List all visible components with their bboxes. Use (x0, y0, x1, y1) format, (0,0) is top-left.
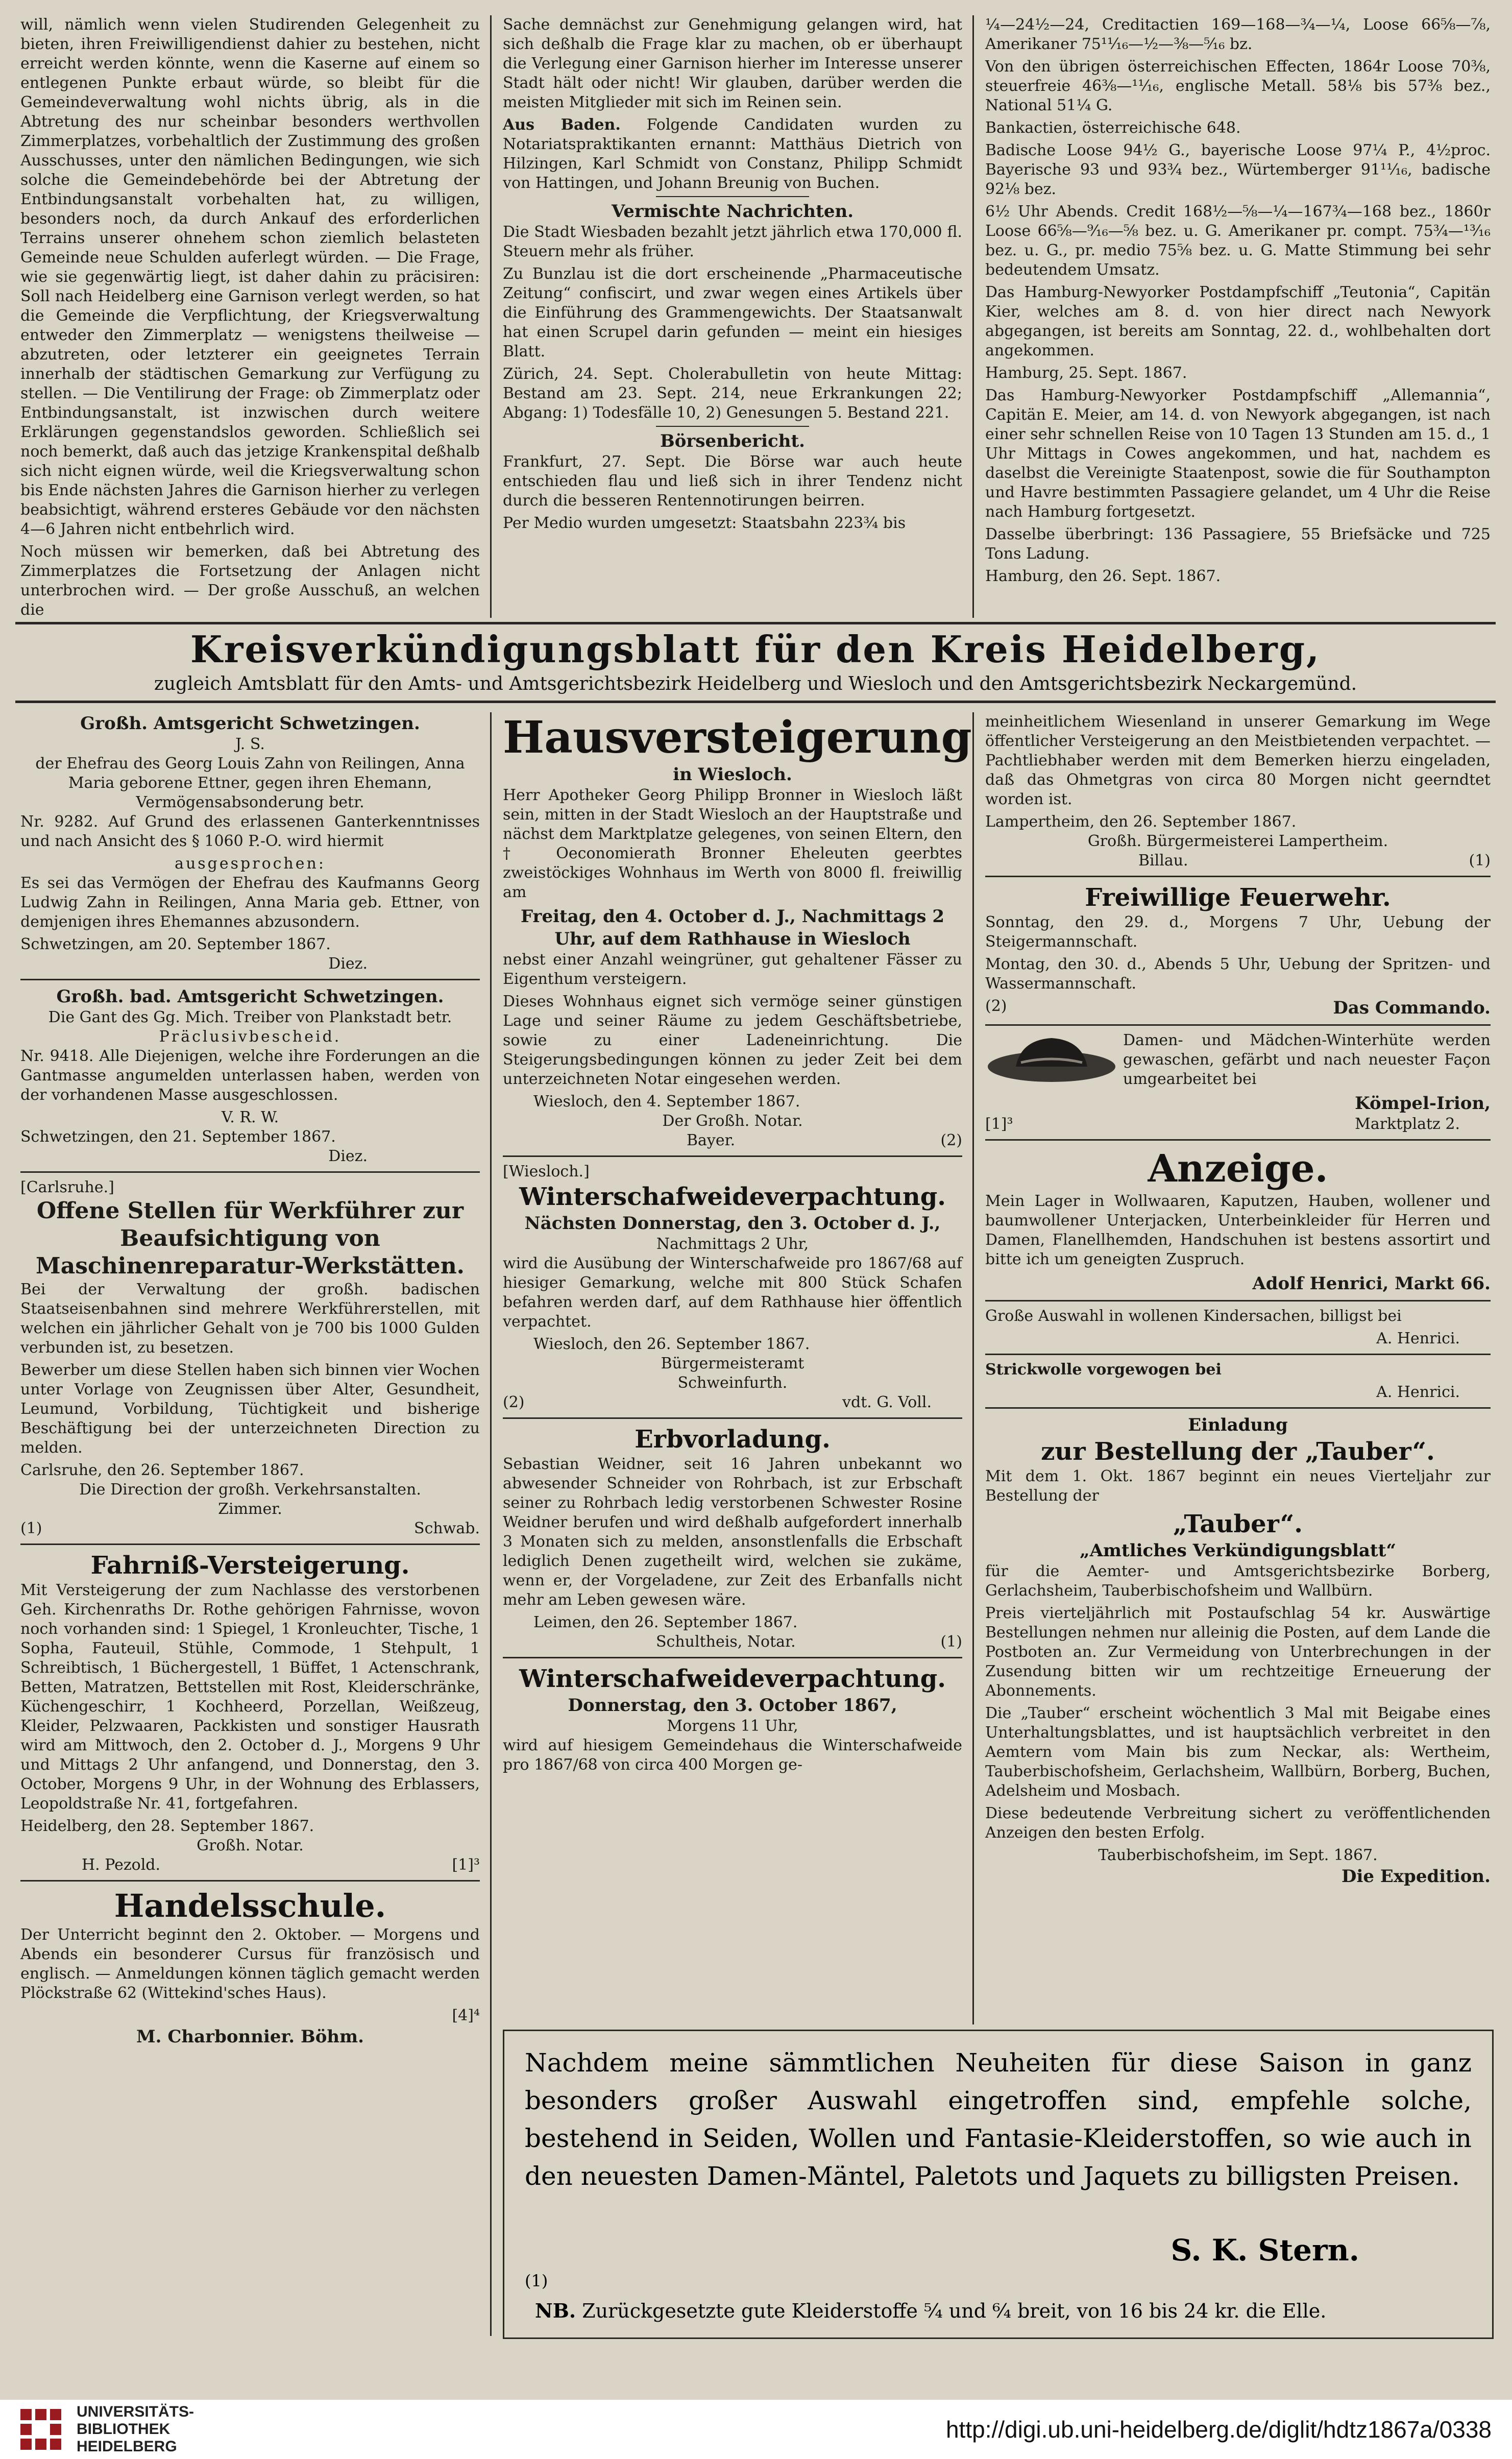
ad-place: [Carlsruhe.] (20, 1178, 114, 1196)
ad-text: J. S. (235, 735, 265, 753)
ad-text: Es sei das Vermögen der Ehefrau des Kaufmanns Georg Ludwig Zahn in Reilingen, Anna Maria geb. Ettner, von demjenigen ihres Ehemannes abzusondern. (20, 874, 480, 931)
ad-signature: Adolf Henrici, Markt 66. (1252, 1273, 1491, 1294)
ad-time: Morgens 11 Uhr, (667, 1717, 798, 1735)
logo-line: BIBLIOTHEK (77, 2421, 170, 2438)
ad-date: Heidelberg, den 28. September 1867. (20, 1817, 314, 1835)
ad-text: wird auf hiesigem Gemeindehaus die Winterschafweide pro 1867/68 von circa 400 Morgen ge- (503, 1737, 962, 1774)
bottom-ad-text: Nachdem meine sämmtlichen Neuheiten für diese Saison in ganz besonders großer Auswahl eingetroffen sind, empfehle solche, bestehend in Seiden, Wollen und Fantasie-Kleiderstoffen, so wie auch in den neuesten Damen-Mäntel, Paletots und Jaquets zu billigsten Preisen. (525, 2048, 1472, 2191)
ad-text: für die Aemter- und Amtsgerichtsbezirke Borberg, Gerlachsheim, Tauberbischofsheim und Wallbürn. (985, 1562, 1491, 1600)
ad-number: [1]³ (985, 1115, 1013, 1133)
ad-date: Lampertheim, den 26. September 1867. (985, 813, 1297, 831)
hat-illustration (985, 1031, 1118, 1092)
ad-text: Mit dem 1. Okt. 1867 beginnt ein neues Vierteljahr zur Bestellung der (985, 1467, 1491, 1505)
ad-signature: vdt. G. Voll. (842, 1393, 932, 1411)
logo-line: HEIDELBERG (77, 2438, 177, 2455)
article-paragraph: Badische Loose 94½ G., bayerische Loose 97¼ P., 4½proc. Bayerische 93 und 93¾ bez., Würtemberger 91¹¹⁄₁₆, badische 92⅛ bez. (985, 141, 1491, 198)
ad-signature: Kömpel-Irion, (1355, 1093, 1491, 1114)
ad-text: Sonntag, den 29. d., Morgens 7 Uhr, Uebung der Steigermannschaft. (985, 913, 1491, 951)
permalink-url[interactable]: http://digi.ub.uni-heidelberg.de/diglit/hdtz1867a/0338 (945, 2416, 1492, 2443)
ad-text: Nr. 9282. Auf Grund des erlassenen Ganterkenntnisses und nach Ansicht des § 1060 P.-O. wird hiermit (20, 813, 480, 850)
ad-text: Nr. 9418. Alle Diejenigen, welche ihre Forderungen an die Gantmasse angumelden unterlassen haben, werden von der vorhandenen Masse ausgeschlossen. (20, 1047, 480, 1104)
ad-heading: Einladung (1188, 1415, 1288, 1435)
bottom-ad-nb-text: Zurückgesetzte gute Kleiderstoffe ⁵⁄₄ und ⁶⁄₄ breit, von 16 bis 24 kr. die Elle. (582, 2300, 1327, 2322)
ad-text: Strickwolle vorgewogen bei (985, 1361, 1222, 1379)
masthead-subtitle: zugleich Amtsblatt für den Amts- und Amtsgerichtsbezirk Heidelberg und Wiesloch und den Amtsgerichtsbezirk Neckargemünd. (154, 673, 1357, 694)
ad-number: (2) (940, 1131, 962, 1149)
ads-right-column (985, 712, 1491, 1888)
ad-signature: Bürgermeisteramt (661, 1355, 804, 1372)
ad-date: Wiesloch, den 26. September 1867. (533, 1335, 810, 1353)
ad-signature: M. Charbonnier. Böhm. (136, 2027, 364, 2047)
ad-heading: Offene Stellen für Werkführer zur Beaufsichtigung von Maschinenreparatur-Werkstätten. (36, 1198, 465, 1279)
ad-signature: Schweinfurth. (677, 1374, 788, 1392)
ad-signature: A. Henrici. (1376, 1383, 1460, 1401)
ads-middle-column (503, 712, 972, 1778)
ad-date: Schwetzingen, den 21. September 1867. (20, 1128, 336, 1146)
ad-signature: Das Commando. (1333, 998, 1491, 1018)
ad-number: (2) (503, 1393, 525, 1411)
ad-signature: A. Henrici. (1376, 1330, 1460, 1347)
article-paragraph: Bankactien, österreichische 648. (985, 119, 1241, 137)
ad-number: (1) (20, 1520, 42, 1537)
ad-heading: Erbvorladung. (635, 1425, 831, 1454)
ad-place: [Wiesloch.] (503, 1163, 590, 1180)
ad-signature: Schwab. (414, 1520, 480, 1537)
ad-subheading: in Wiesloch. (673, 764, 792, 785)
ad-text: Sebastian Weidner, seit 16 Jahren unbekannt wo abwesender Schneider von Rohrbach, ist zur Erbschaft seiner zu Rohrbach ledig verstorbenen Schwester Rosine Weidner berufen und wird deßhalb aufgefordert innerhalb 3 Monaten sich zu melden, ansonstlenfalls die Erbschaft lediglich Denen zugetheilt wird, welchen sie zukäme, wenn er, der Vorgeladene, zur Zeit des Erbanfalls nicht mehr am Leben gewesen wäre. (503, 1455, 962, 1609)
article-paragraph: 6½ Uhr Abends. Credit 168½—⅝—¼—167¾—168 bez., 1860r Loose 66⅝—⁹⁄₁₆—⅝ bez. u. G. Amerikaner pr. compt. 75¾—¹³⁄₁₆ bez. u. G., pr. medio 75⅝ bez. u. G. Matte Stimmung bei sehr bedeutendem Umsatz. (985, 203, 1491, 279)
viewer-footer (0, 2400, 1512, 2459)
ad-number: (1) (1469, 852, 1491, 870)
ad-date: Freitag, den 4. October d. J., Nachmittags 2 Uhr, auf dem Rathhause in Wiesloch (520, 906, 944, 949)
ad-text: Bewerber um diese Stellen haben sich binnen vier Wochen unter Vorlage von Zeugnissen über Alter, Gesundheit, Leumund, Vorbildung, Tüchtigkeit und bisherige Beschäftigung bei der unterzeichneten Direction zu melden. (20, 1361, 480, 1457)
column-rule (490, 712, 492, 2336)
ads-left-column (20, 712, 480, 2048)
ad-date: Leimen, den 26. September 1867. (533, 1613, 798, 1631)
ad-text: Mein Lager in Wollwaaren, Kaputzen, Hauben, wollener und baumwollener Unterjacken, Unterbeinkleider für Herren und Damen, Flanellhemden, Handschuhen ist bestens assortirt und bitte ich um geneigten Zuspruch. (985, 1192, 1491, 1268)
section-heading: Vermischte Nachrichten. (611, 201, 854, 222)
bottom-ad-number: (1) (525, 2271, 548, 2291)
ad-signature: Der Großh. Notar. (662, 1112, 803, 1130)
library-logo[interactable] (20, 2403, 194, 2455)
ad-heading: Anzeige. (1148, 1147, 1328, 1191)
article-paragraph: Die Stadt Wiesbaden bezahlt jetzt jährlich etwa 170,000 fl. Steuern mehr als früher. (503, 223, 962, 260)
ad-subheading: „Tauber“. (1173, 1510, 1303, 1538)
ad-date: Carlsruhe, den 26. September 1867. (20, 1461, 304, 1479)
column-rule (490, 15, 492, 618)
ad-signature: Die Expedition. (1341, 1866, 1491, 1887)
ad-text: Montag, den 30. d., Abends 5 Uhr, Uebung der Spritzen- und Wassermannschaft. (985, 955, 1491, 993)
ad-signature: Billau. (1138, 852, 1188, 870)
ad-text: Die „Tauber“ erscheint wöchentlich 3 Mal mit Beigabe eines Unterhaltungsblattes, und ist hauptsächlich verbreitet in den Aemtern vom Main bis zum Neckar, als: Wertheim, Tauberbischofsheim, Gerlachsheim, Wallbürn, Borberg, Buchen, Adelsheim und Mosbach. (985, 1704, 1491, 1800)
ad-text: V. R. W. (221, 1108, 279, 1126)
ad-text: Die Gant des Gg. Mich. Treiber von Plankstadt betr. (48, 1008, 452, 1026)
bottom-ad-name: S. K. Stern. (1170, 2233, 1359, 2268)
ad-text: Präclusivbescheid. (159, 1028, 342, 1046)
ad-address: Marktplatz 2. (1355, 1115, 1460, 1133)
article-paragraph: Frankfurt, 27. Sept. Die Börse war auch heute entschieden flau und ließ sich in ihrer Tendenz nicht durch die besseren Rentennotirungen beirren. (503, 453, 962, 510)
article-paragraph: Hamburg, den 26. Sept. 1867. (985, 567, 1221, 585)
logo-line: UNIVERSITÄTS- (77, 2403, 194, 2420)
ad-time: Nachmittags 2 Uhr, (656, 1235, 809, 1253)
ad-number: (1) (940, 1633, 962, 1651)
ad-number: (2) (985, 997, 1007, 1015)
ad-heading: Großh. Amtsgericht Schwetzingen. (80, 713, 420, 734)
article-paragraph: Von den übrigen österreichischen Effecten, 1864r Loose 70⅜, steuerfreie 46⅜—¹¹⁄₁₆, englische Metall. 58⅛ bis 57⅜ bez., National 51¼ G. (985, 58, 1491, 114)
masthead-rule-bottom (15, 701, 1496, 703)
top-left-column (20, 15, 480, 623)
article-paragraph: Noch müssen wir bemerken, daß bei Abtretung des Zimmerplatzes die Fortsetzung der Anlagen nicht unterbrochen wird. — Der große Ausschuß, an welchen die (20, 543, 480, 619)
ad-text: Der Unterricht beginnt den 2. Oktober. — Morgens und Abends ein besonderer Cursus für französisch und englisch. — Anmeldungen können täglich gemacht werden Plöckstraße 62 (Wittekind'sches Haus). (20, 1926, 480, 2002)
ad-text: der Ehefrau des Georg Louis Zahn von Reilingen, Anna Maria geborene Ettner, gegen ihren Ehemann, Vermögensabsonderung betr. (35, 755, 465, 811)
ad-text: Mit Versteigerung der zum Nachlasse des verstorbenen Geh. Kirchenraths Dr. Rothe gehörigen Fahrnisse, wovon noch vorhanden sind: 1 Spiegel, 1 Kronleuchter, Tische, 1 Sopha, Fauteuil, Stühle, Commode, 1 Stehpult, 1 Schreibtisch, 1 Büchergestell, 1 Büffet, 1 Actenschrank, Betten, Matratzen, Bettstellen mit Rost, Kleiderschränke, Küchengeschirr, 1 Kochheerd, Porzellan, Weißzeug, Kleider, Pelzwaaren, Packkisten und sonstiger Hausrath wird am Mittwoch, den 2. October d. J., Morgens 9 Uhr und Mittags 2 Uhr anfangend, und Donnerstag, den 3. October, Morgens 9 Uhr, in der Wohnung des Erblassers, Leopoldstraße Nr. 41, fortgefahren. (20, 1581, 480, 1813)
ad-text: Damen- und Mädchen-Winterhüte werden gewaschen, gefärbt und nach neuester Façon umgearbeitet bei (1123, 1031, 1491, 1088)
ad-text: wird die Ausübung der Winterschafweide pro 1867/68 auf hiesiger Gemarkung, welche mit 800 Stück Schafen befahren werden darf, auf dem Rathhause hier öffentlich verpachtet. (503, 1255, 962, 1331)
ad-text: Diese bedeutende Verbreitung sichert zu veröffentlichenden Anzeigen den besten Erfolg. (985, 1804, 1491, 1842)
ad-heading: Winterschafweideverpachtung. (519, 1665, 946, 1693)
article-text: Folgende Candidaten wurden zu Notariatspraktikanten ernannt: Matthäus Dietrich von Hilzingen, Karl Schmidt von Constanz, Philipp Schmidt von Hattingen, und Johann Breunig von Buchen. (503, 116, 962, 192)
ad-heading: Winterschafweideverpachtung. (519, 1183, 946, 1211)
ad-date: Nächsten Donnerstag, den 3. October d. J., (524, 1213, 941, 1234)
ad-heading: Fahrniß-Versteigerung. (90, 1551, 410, 1580)
top-right-column (985, 15, 1491, 589)
top-middle-column (503, 15, 962, 536)
ad-text: meinheitlichem Wiesenland in unserer Gemarkung im Wege öffentlicher Versteigerung an den Meistbietenden verpachtet. — Pachtliebhaber werden mit dem Bemerken hierzu eingeladen, daß das Ohmetgras von circa 80 Morgen nicht geerndtet worden ist. (985, 713, 1491, 808)
ad-date: Tauberbischofsheim, im Sept. 1867. (1098, 1846, 1378, 1864)
ad-signature: Schultheis, Notar. (656, 1633, 796, 1651)
section-heading: Börsenbericht. (660, 431, 806, 451)
ad-subheading: „Amtliches Verkündigungsblatt“ (1080, 1540, 1396, 1561)
ad-text: Große Auswahl in wollenen Kindersachen, billigst bei (985, 1307, 1402, 1325)
article-paragraph: Sache demnächst zur Genehmigung gelangen wird, hat sich deßhalb die Frage klar zu machen, ob er überhaupt die Verlegung einer Garnison hierher im Interesse unserer Stadt hält oder nicht! Wir glauben, darüber werden die meisten Mitglieder mit sich im Reinen sein. (503, 16, 962, 111)
article-paragraph: ¼—24½—24, Creditactien 169—168—¾—¼, Loose 66⅝—⅞, Amerikaner 75¹¹⁄₁₆—½—⅜—⁵⁄₁₆ bz. (985, 16, 1491, 53)
ad-signature: Diez. (328, 955, 368, 973)
article-paragraph: will, nämlich wenn vielen Studirenden Gelegenheit zu bieten, ihren Freiwilligendienst dahier zu bestehen, nicht erreicht werden könnte, wenn die Kaserne auf einem so entlegenen Punkte erbaut würde, so bleibt für die Gemeindeverwaltung wohl nichts übrig, als in die Abtretung des nur scheinbar besonders werthvollen Zimmerplatzes, vorbehaltlich der Zustimmung des großen Ausschusses, unter den nämlichen Bedingungen, wie sich solche die Gemeindebehörde bei der Abtretung der Entbindungsanstalt vorbehalten hat, zu willigen, besonders noch, da durch Ankauf des erforderlichen Terrains unserer ohnehem schon ziemlich belasteten Gemeinde neue Schulden auferlegt würden. — Die Frage, wie sie gegenwärtig liegt, ist daher dahin zu präcisiren: Soll nach Heidelberg eine Garnison verlegt werden, so hat die Gemeinde die Verpflichtung, der Kriegsverwaltung entweder den Zimmerplatz — wenigstens theilweise — abzutreten, oder letzterer ein geeignetes Terrain innerhalb der städtischen Gemarkung zur Verfügung zu stellen. — Die Ventilirung der Frage: ob Zimmerplatz oder Entbindungsanstalt, ist inzwischen durch weitere Erklärungen gegenstandslos geworden. Schließlich sei noch bemerkt, daß auch das jetzige Krankenspital deßhalb sich nicht eignen würde, weil die Kriegsverwaltung schon bis Ende nächsten Jahres die Garnison hierher zu verlegen beabsichtigt, während ersteres Gebäude vor den nächsten 4—6 Jahren nicht entbehrlich wird. (20, 16, 480, 538)
column-rule (972, 712, 974, 2024)
article-paragraph: Das Hamburg-Newyorker Postdampfschiff „Teutonia“, Capitän Kier, welches am 8. d. von hier direct nach Newyork abgegangen, ist bereits am Sonntag, 22. d., wohlbehalten dort angekommen. (985, 283, 1491, 359)
bottom-ad-box (503, 2030, 1494, 2339)
ad-text: Herr Apotheker Georg Philipp Bronner in Wiesloch läßt sein, mitten in der Stadt Wiesloch an der Hauptstraße und nächst dem Marktplatze gelegenes, von seinen Eltern, den † Oeconomierath Bronner Eheleuten geerbtes zweistöckiges Wohnhaus im Werth von 8000 fl. freiwillig am (503, 786, 962, 901)
ad-text: nebst einer Anzahl weingrüner, gut gehaltener Fässer zu Eigenthum versteigern. (503, 951, 962, 988)
ad-text: Preis vierteljährlich mit Postaufschlag 54 kr. Auswärtige Bestellungen nehmen nur alleinig die Posten, auf dem Lande die Postboten an. Zur Vermeidung von Unterbrechungen in der Zusendung bitten wir um rechtzeitige Erneuerung der Abonnements. (985, 1604, 1491, 1700)
ad-heading: Großh. bad. Amtsgericht Schwetzingen. (56, 986, 444, 1007)
article-paragraph: Hamburg, 25. Sept. 1867. (985, 364, 1187, 382)
article-paragraph: Zürich, 24. Sept. Cholerabulletin von heute Mittag: Bestand am 23. Sept. 214, neue Erkrankungen 22; Abgang: 1) Todesfälle 10, 2) Genesungen 5. Bestand 221. (503, 365, 962, 422)
ad-number: [4]⁴ (452, 2007, 480, 2024)
ad-signature: Die Direction der großh. Verkehrsanstalten. (79, 1481, 421, 1499)
article-paragraph: Dasselbe überbringt: 136 Passagiere, 55 Briefsäcke und 725 Tons Ladung. (985, 525, 1491, 563)
ad-heading: Handelsschule. (114, 1887, 386, 1924)
masthead-title: Kreisverkündigungsblatt für den Kreis Heidelberg, (190, 628, 1321, 671)
ad-number: [1]³ (452, 1856, 480, 1874)
ad-signature: Bayer. (687, 1131, 736, 1149)
ad-signature: H. Pezold. (82, 1856, 161, 1874)
column-rule (972, 15, 974, 618)
bottom-ad-nb: NB. (535, 2299, 576, 2322)
ad-text: Dieses Wohnhaus eignet sich vermöge seiner günstigen Lage und seiner Räume zu jedem Geschäftsbetriebe, sowie zu einer Ladeneinrichtung. Die Steigerungsbedingungen können zu jeder Zeit bei dem unterzeichneten Notar eingesehen werden. (503, 993, 962, 1088)
ad-signature: Zimmer. (218, 1500, 282, 1518)
ad-date: Wiesloch, den 4. September 1867. (533, 1093, 800, 1111)
ad-date: Donnerstag, den 3. October 1867, (568, 1695, 897, 1716)
library-seal-icon (20, 2409, 61, 2450)
ad-date: Schwetzingen, am 20. September 1867. (20, 935, 331, 953)
ad-text: ausgesprochen: (175, 855, 326, 873)
ad-heading: Freiwillige Feuerwehr. (1085, 883, 1391, 912)
section-heading: Aus Baden. (503, 116, 621, 134)
ad-text: Bei der Verwaltung der großh. badischen Staatseisenbahnen sind mehrere Werkführerstellen, mit welchen ein jährlicher Gehalt von je 700 bis 1000 Gulden verbunden ist, zu besetzen. (20, 1281, 480, 1357)
article-paragraph: Das Hamburg-Newyorker Postdampfschiff „Allemannia“, Capitän E. Meier, am 14. d. von Newyork abgegangen, ist nach einer sehr schnellen Reise von 10 Tagen 13 Stunden am 15. d., 1 Uhr Mittags in Cowes angekommen, und hat, nachdem es daselbst die Vereinigte Staatenpost, sowie die für Southampton und Havre bestimmten Passagiere gelandet, um 4 Uhr die Reise nach Hamburg fortgesetzt. (985, 387, 1491, 521)
masthead-rule-top (15, 622, 1496, 624)
article-paragraph: Per Medio wurden umgesetzt: Staatsbahn 223¾ bis (503, 514, 906, 532)
ad-signature: Großh. Notar. (197, 1837, 304, 1854)
ad-signature: Großh. Bürgermeisterei Lampertheim. (1087, 832, 1388, 850)
ad-signature: Diez. (328, 1147, 368, 1165)
ad-subheading: zur Bestellung der „Tauber“. (1041, 1437, 1435, 1466)
article-paragraph: Zu Bunzlau ist die dort erscheinende „Pharmaceutische Zeitung“ confiscirt, und zwar wegen eines Artikels über die Einführung des Grammengewichts. Der Staatsanwalt hat einen Scrupel darin gefunden — meint ein hiesiges Blatt. (503, 265, 962, 360)
ad-heading: Hausversteigerung (503, 712, 972, 763)
